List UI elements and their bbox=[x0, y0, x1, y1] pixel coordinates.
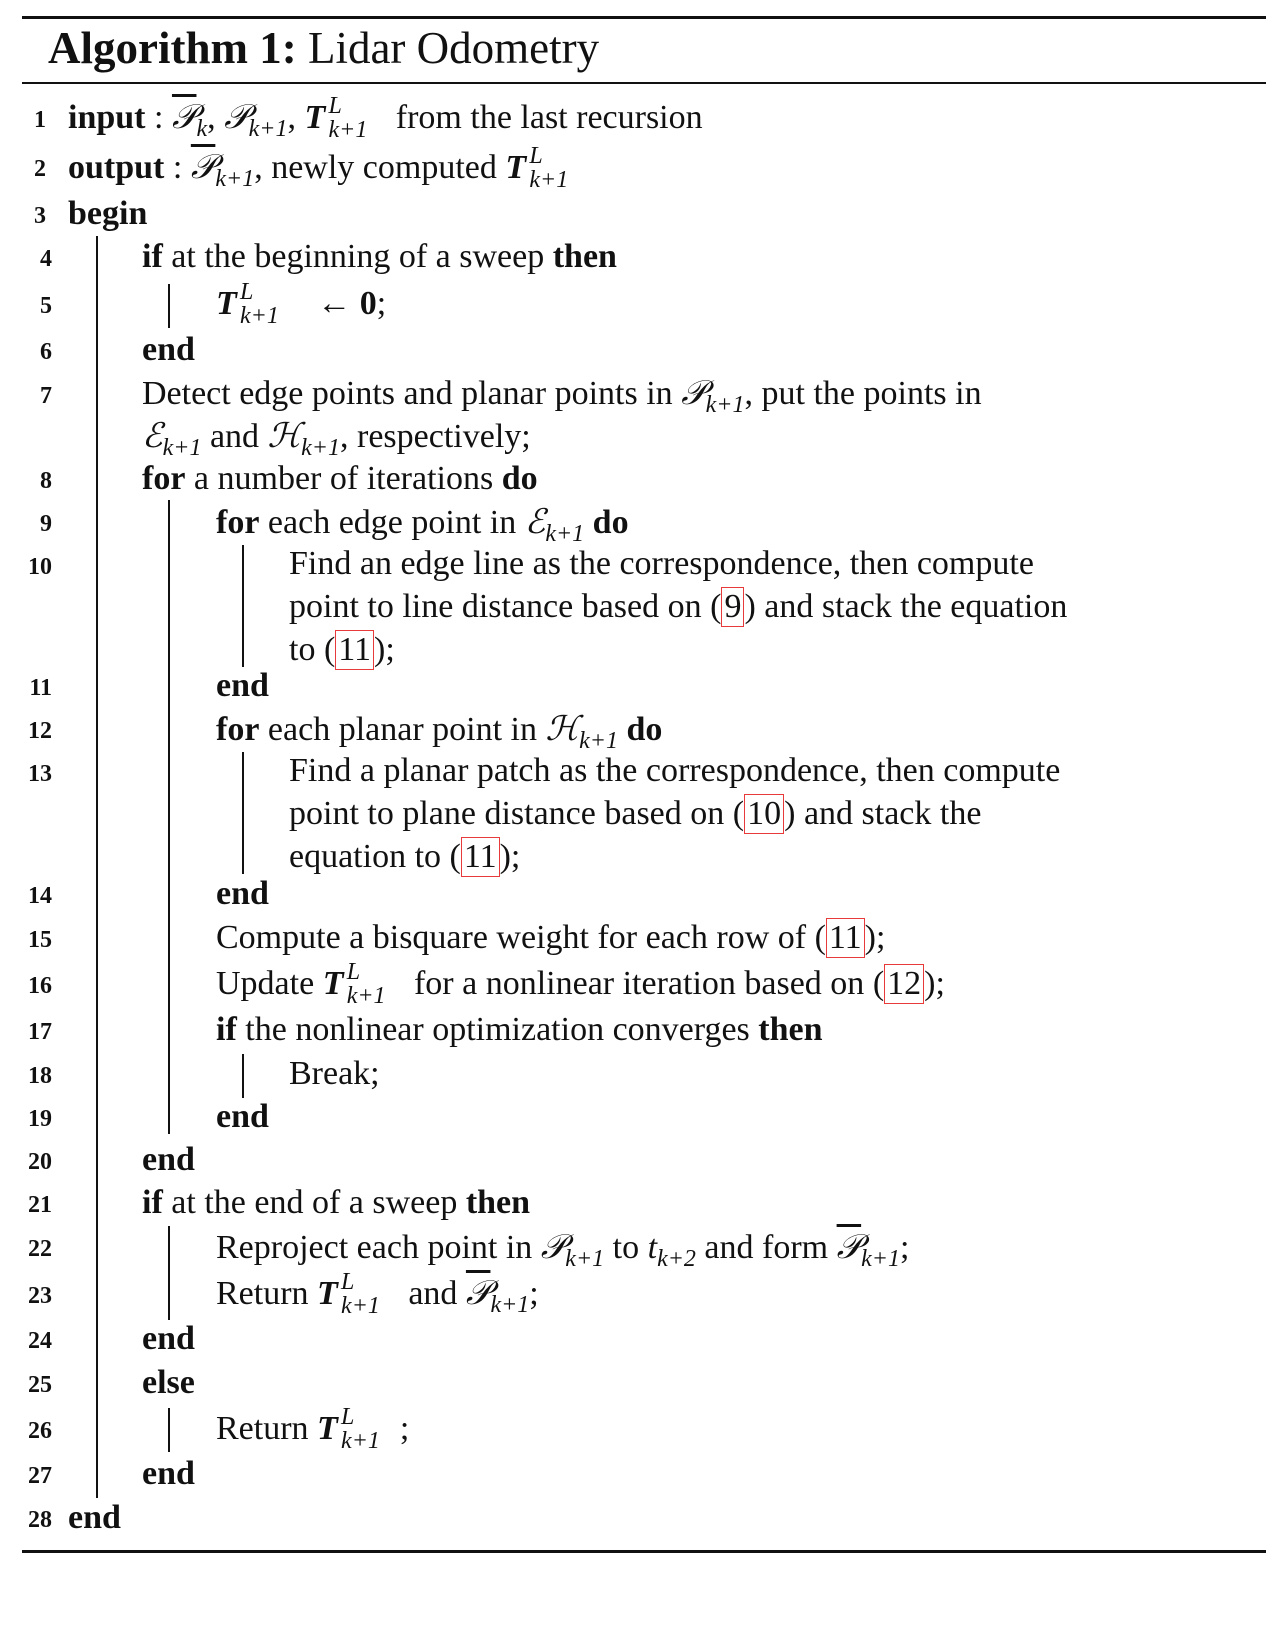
for-planar-block-bar bbox=[242, 752, 244, 874]
math-sub: k+1 bbox=[705, 392, 745, 418]
math-sub: k bbox=[196, 116, 208, 142]
keyword-for: for bbox=[142, 460, 186, 497]
math-H: ℋ bbox=[267, 416, 302, 456]
math-zero: 0 bbox=[359, 285, 377, 322]
line-15-text: Compute a bisquare weight for each row of bbox=[216, 919, 807, 956]
line-22-text: and form bbox=[704, 1229, 829, 1266]
else-block-bar bbox=[168, 1408, 170, 1452]
line-22: Reproject each point in 𝒫$_{k+1}$ to $t_{k+2}$ and form 𝒫$_{k+1}$; bbox=[216, 1227, 910, 1272]
algorithm-name: Lidar Odometry bbox=[307, 23, 600, 73]
line-10-text: point to line distance based on bbox=[289, 588, 702, 625]
line-7-text: , put the points in bbox=[744, 375, 982, 412]
math-sub: k+1 bbox=[215, 166, 255, 192]
line-number: 2 bbox=[34, 156, 46, 182]
line-4 bbox=[142, 237, 617, 277]
line-number: 20 bbox=[28, 1149, 52, 1175]
math-T: T L k+1 bbox=[216, 279, 279, 329]
line-19: end bbox=[216, 1098, 269, 1135]
if-converge-block-bar bbox=[242, 1054, 244, 1098]
algorithm-label: Algorithm 1: bbox=[48, 23, 297, 73]
math-P: 𝒫 bbox=[681, 373, 706, 413]
math-P: 𝒫 bbox=[836, 1227, 862, 1267]
keyword-do: do bbox=[592, 504, 629, 541]
line-24: end bbox=[142, 1320, 195, 1357]
line-13-cont: equation to (11); bbox=[289, 838, 521, 875]
line-number: 5 bbox=[40, 293, 52, 319]
math-P: 𝒫 bbox=[224, 97, 249, 137]
keyword-if: if bbox=[216, 1011, 237, 1048]
math-sub: k+1 bbox=[861, 1246, 900, 1272]
line-8-text: a number of iterations bbox=[193, 460, 494, 497]
keyword-for: for bbox=[216, 711, 260, 748]
eq-ref-10[interactable]: 10 bbox=[744, 794, 784, 834]
line-23-text: and bbox=[408, 1275, 458, 1312]
math-t: t bbox=[647, 1229, 658, 1266]
line-18: Break; bbox=[289, 1055, 380, 1092]
math-E: ℰ bbox=[524, 502, 546, 542]
line-14: end bbox=[216, 875, 269, 912]
line-27: end bbox=[142, 1455, 195, 1492]
line-16: Update T L k+1 for a nonlinear iteration based on (12); bbox=[216, 959, 945, 1009]
line-13-text: and stack the bbox=[803, 795, 982, 832]
line-number: 23 bbox=[28, 1283, 52, 1309]
math-H: ℋ bbox=[545, 709, 580, 749]
line-4-text: at the beginning of a sweep bbox=[171, 238, 545, 275]
eq-ref-11[interactable]: 11 bbox=[335, 630, 374, 670]
math-T: T L k+1 bbox=[317, 1269, 380, 1319]
line-number: 6 bbox=[40, 339, 52, 365]
line-26: Return T L k+1 ; bbox=[216, 1404, 410, 1454]
keyword-if: if bbox=[142, 238, 163, 275]
line-number: 24 bbox=[28, 1328, 52, 1354]
begin-block-bar bbox=[96, 236, 98, 1498]
line-number: 15 bbox=[28, 927, 52, 953]
bottom-rule bbox=[22, 1550, 1266, 1553]
math-P: 𝒫 bbox=[171, 97, 197, 137]
line-number: 8 bbox=[40, 468, 52, 494]
line-3 bbox=[68, 194, 147, 234]
line-23: Return T L k+1 and 𝒫$_{k+1}$; bbox=[216, 1269, 539, 1319]
line-10: Find an edge line as the correspondence, then compute bbox=[289, 545, 1034, 582]
line-26-text: Return bbox=[216, 1410, 309, 1447]
line-10-cont: point to line distance based on (9) and stack the equation bbox=[289, 588, 1068, 625]
eq-ref-12[interactable]: 12 bbox=[884, 964, 924, 1004]
line-15: Compute a bisquare weight for each row of (11); bbox=[216, 919, 886, 956]
line-number: 21 bbox=[28, 1192, 52, 1218]
line-13-text: point to plane distance based on bbox=[289, 795, 725, 832]
line-20: end bbox=[142, 1141, 195, 1178]
line-number: 16 bbox=[28, 973, 52, 999]
line-2: output : 𝒫$_{k+1}$, newly computed T L k+1 bbox=[68, 143, 569, 193]
line-22-text: to bbox=[612, 1229, 640, 1266]
keyword-then: then bbox=[552, 238, 617, 275]
algorithm-title bbox=[48, 18, 599, 78]
line-2-text: newly computed bbox=[271, 149, 497, 186]
keyword-do: do bbox=[626, 711, 663, 748]
math-sub: k+1 bbox=[579, 728, 618, 754]
line-number: 22 bbox=[28, 1236, 52, 1262]
line-17-text: the nonlinear optimization converges bbox=[245, 1011, 750, 1048]
line-11: end bbox=[216, 667, 269, 704]
eq-ref-9[interactable]: 9 bbox=[721, 587, 744, 627]
line-number: 17 bbox=[28, 1019, 52, 1045]
keyword-begin: begin bbox=[68, 195, 148, 232]
math-sub: k+1 bbox=[565, 1246, 605, 1272]
math-P: 𝒫 bbox=[465, 1273, 491, 1313]
line-16-text: for a nonlinear iteration based on bbox=[413, 965, 865, 1002]
line-number: 10 bbox=[28, 554, 52, 580]
math-T: T L k+1 bbox=[317, 1404, 380, 1454]
math-T: T L k+1 bbox=[505, 143, 569, 193]
line-21-text: at the end of a sweep bbox=[171, 1184, 458, 1221]
line-number: 7 bbox=[40, 383, 52, 409]
eq-ref-11[interactable]: 11 bbox=[826, 918, 865, 958]
arrow-symbol: ← bbox=[317, 285, 352, 322]
line-number: 28 bbox=[28, 1507, 52, 1533]
line-21 bbox=[142, 1183, 530, 1223]
line-7-text: , respectively; bbox=[340, 418, 531, 455]
line-16-text: Update bbox=[216, 965, 315, 1002]
for-iter-block-bar bbox=[168, 500, 170, 1134]
math-T: T L k+1 bbox=[322, 959, 386, 1009]
header-rule bbox=[22, 82, 1266, 84]
for-edge-block-bar bbox=[242, 545, 244, 667]
line-10-cont: to (11); bbox=[289, 631, 395, 668]
line-13-cont: point to plane distance based on (10) and stack the bbox=[289, 795, 982, 832]
line-17 bbox=[216, 1010, 823, 1050]
line-number: 13 bbox=[28, 761, 52, 787]
line-1-text: from the last recursion bbox=[395, 99, 703, 136]
math-sub: k+1 bbox=[248, 116, 288, 142]
keyword-then: then bbox=[758, 1011, 823, 1048]
line-7-text: and bbox=[209, 418, 260, 455]
math-sub: k+1 bbox=[545, 521, 585, 547]
math-sub: k+1 bbox=[301, 435, 341, 461]
keyword-if: if bbox=[142, 1184, 163, 1221]
math-P: 𝒫 bbox=[540, 1227, 566, 1267]
line-6: end bbox=[142, 331, 195, 368]
math-E: ℰ bbox=[142, 416, 163, 456]
line-number: 14 bbox=[28, 883, 52, 909]
line-number: 27 bbox=[28, 1463, 52, 1489]
line-22-text: Reproject each point in bbox=[216, 1229, 533, 1266]
line-number: 12 bbox=[28, 718, 52, 744]
keyword-output: output bbox=[68, 149, 165, 186]
line-number: 4 bbox=[40, 246, 52, 272]
line-8 bbox=[142, 459, 538, 499]
line-25: else bbox=[142, 1364, 195, 1401]
line-13-text: equation to bbox=[289, 838, 442, 875]
keyword-for: for bbox=[216, 504, 260, 541]
math-P: 𝒫 bbox=[190, 147, 216, 187]
line-number: 11 bbox=[29, 675, 52, 701]
line-13: Find a planar patch as the correspondence, then compute bbox=[289, 752, 1061, 789]
line-12-text: each planar point in bbox=[267, 711, 537, 748]
math-sub: k+1 bbox=[162, 435, 202, 461]
line-number: 19 bbox=[28, 1106, 52, 1132]
eq-ref-11[interactable]: 11 bbox=[461, 837, 500, 877]
line-number: 9 bbox=[40, 511, 52, 537]
line-9-text: each edge point in bbox=[267, 504, 517, 541]
if-block-bar bbox=[168, 284, 170, 328]
line-10-text: to bbox=[289, 631, 316, 668]
line-number: 26 bbox=[28, 1418, 52, 1444]
line-5: T L k+1 ← 0; bbox=[216, 279, 387, 329]
line-number: 3 bbox=[34, 203, 46, 229]
line-7-text: Detect edge points and planar points in bbox=[142, 375, 673, 412]
keyword-input: input bbox=[68, 99, 146, 136]
if-end-sweep-block-bar bbox=[168, 1226, 170, 1320]
line-23-text: Return bbox=[216, 1275, 309, 1312]
line-1: input : 𝒫$_k$, 𝒫$_{k+1}$, T L k+1 from the last recursion bbox=[68, 93, 703, 143]
line-number: 18 bbox=[28, 1063, 52, 1089]
keyword-then: then bbox=[465, 1184, 531, 1221]
line-number: 1 bbox=[34, 107, 46, 133]
math-T: T L k+1 bbox=[304, 93, 368, 143]
math-sub: k+2 bbox=[657, 1246, 696, 1272]
math-sub: k+1 bbox=[490, 1292, 530, 1318]
keyword-do: do bbox=[501, 460, 538, 497]
line-28: end bbox=[68, 1499, 121, 1536]
line-10-text: and stack the equation bbox=[764, 588, 1068, 625]
line-number: 25 bbox=[28, 1372, 52, 1398]
